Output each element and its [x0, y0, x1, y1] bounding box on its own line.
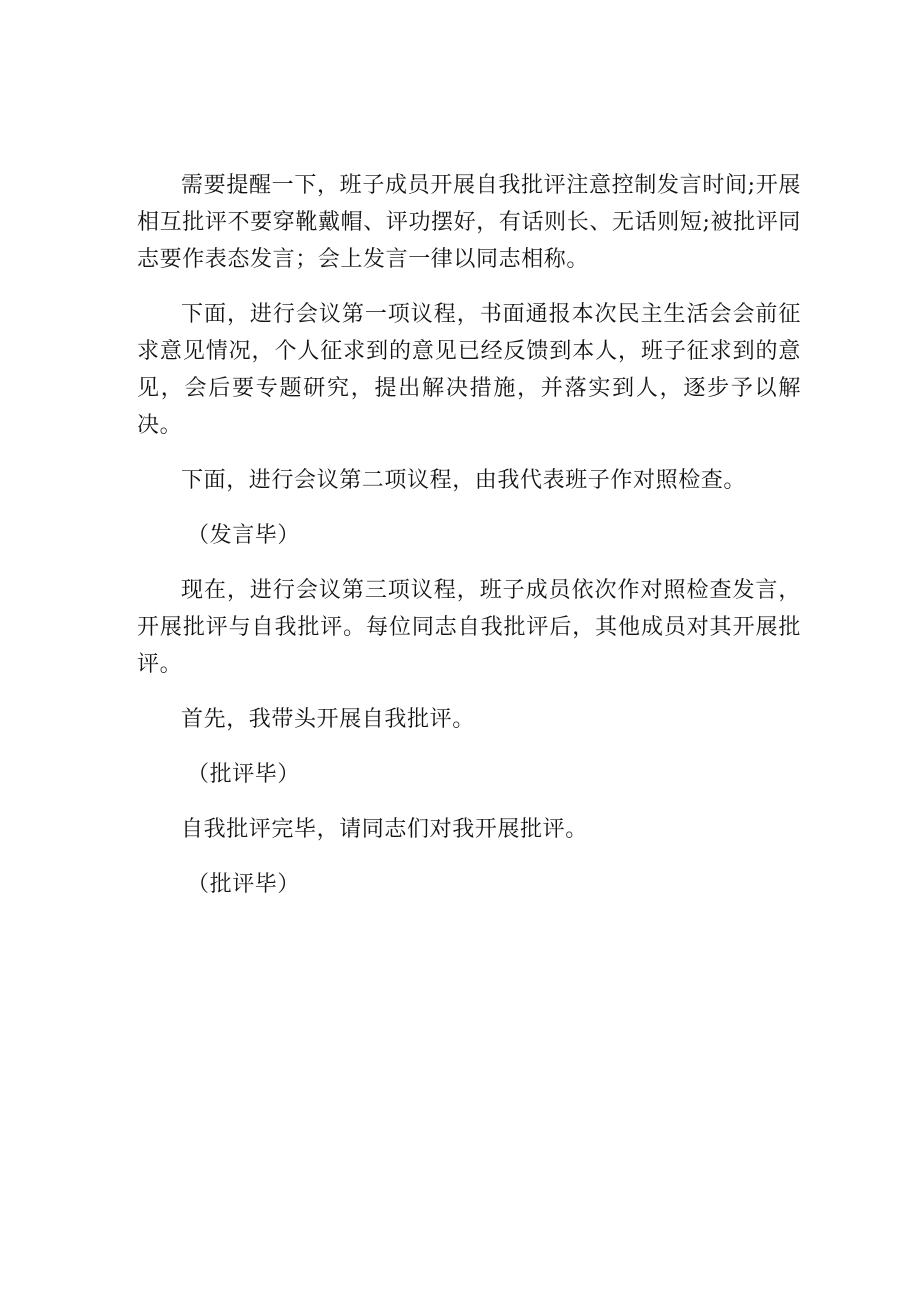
paragraph-agenda-item-1: 下面，进行会议第一项议程，书面通报本次民主生活会会前征求意见情况，个人征求到的意见已经反馈到本人，班子征求到的意见，会后要专题研究，提出解决措施，并落实到人，逐步予以解决。 [137, 302, 801, 438]
paragraph-reminder: 需要提醒一下，班子成员开展自我批评注意控制发言时间;开展相互批评不要穿靴戴帽、评功摆好，有话则长、无话则短;被批评同志要作表态发言；会上发言一律以同志相称。 [137, 173, 801, 272]
document-body [137, 167, 801, 921]
stage-note-speech-done: （发言毕） [187, 523, 301, 548]
stage-note-criticism-done-1: （批评毕） [187, 762, 301, 787]
stage-note-criticism-done-2: （批评毕） [187, 872, 301, 897]
paragraph-self-criticism-first: 首先，我带头开展自我批评。 [181, 707, 475, 732]
paragraph-invite-criticism: 自我批评完毕，请同志们对我开展批评。 [181, 817, 588, 842]
paragraph-agenda-item-2: 下面，进行会议第二项议程，由我代表班子作对照检查。 [181, 468, 747, 493]
paragraph-agenda-item-3: 现在，进行会议第三项议程，班子成员依次作对照检查发言，开展批评与自我批评。每位同志自我批评后，其他成员对其开展批评。 [137, 578, 801, 677]
